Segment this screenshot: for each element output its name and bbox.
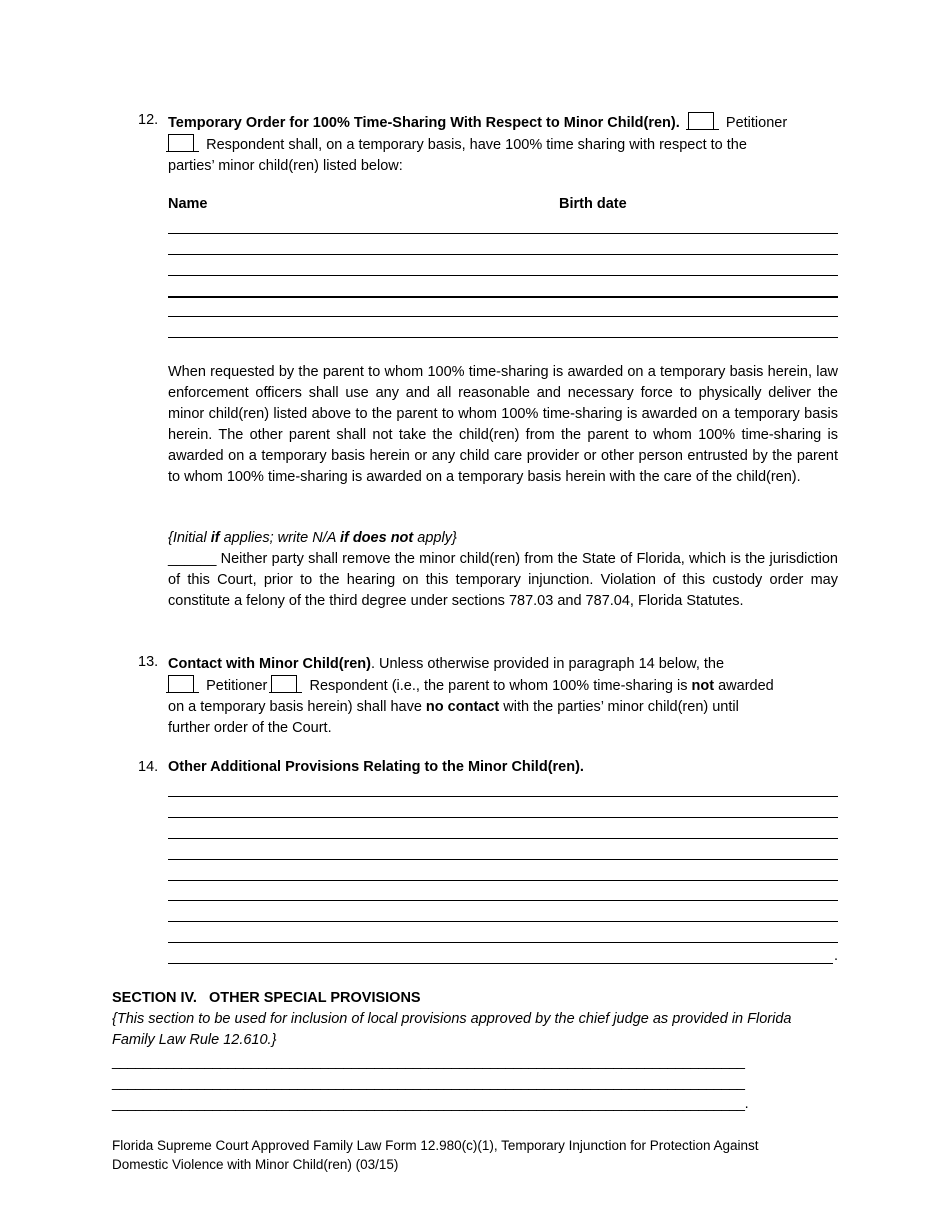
provision-line[interactable] xyxy=(168,859,838,860)
respondent-not: not xyxy=(691,678,715,694)
child-entry-line[interactable] xyxy=(168,254,838,255)
no-contact: no contact xyxy=(425,699,500,715)
item-13-body xyxy=(168,654,838,739)
child-entry-line[interactable] xyxy=(168,316,838,317)
special-provision-line[interactable]: __________________________________________________________________________________. xyxy=(112,1096,749,1112)
child-entry-line[interactable] xyxy=(168,337,838,338)
provision-line[interactable] xyxy=(168,796,838,797)
item-12-title: Temporary Order for 100% Time-Sharing With Respect to Minor Child(ren). xyxy=(168,115,680,131)
respondent-checkbox-13[interactable] xyxy=(271,675,297,692)
initial-instruction-text: {Initial xyxy=(168,530,211,546)
provision-end-period: . xyxy=(834,948,839,964)
section-iv-note: {This section to be used for inclusion of local provisions approved by the chief judge as provided in Florida Family Law Rule 12.610.} xyxy=(112,1011,792,1048)
petitioner-label-13: Petitioner xyxy=(206,678,268,694)
provision-line[interactable] xyxy=(168,817,838,818)
special-provision-line[interactable]: __________________________________________________________________________________ xyxy=(112,1054,745,1070)
respondent-text-13a: Respondent (i.e., the parent to whom 100% time-sharing is xyxy=(309,678,692,694)
item-14-title: Other Additional Provisions Relating to the Minor Child(ren). xyxy=(168,759,584,775)
item-13-line3b: with the parties’ minor child(ren) until xyxy=(499,699,739,715)
initial-instruction-if: if xyxy=(210,530,220,546)
removal-text: Neither party shall remove the minor child(ren) from the State of Florida, which is the jurisdiction of this Court, prior to the hearing on this temporary injunction. Violation of this custody order may constitute a felony of the third degree under sections 787.03 and 787.04, Florida Statutes. xyxy=(168,551,838,609)
respondent-checkbox-12[interactable] xyxy=(168,134,194,151)
column-header-birth-date: Birth date xyxy=(559,196,627,212)
initial-instruction-if-not: if does not xyxy=(339,530,414,546)
provision-line[interactable] xyxy=(168,942,838,943)
form-footer: Florida Supreme Court Approved Family Law Form 12.980(c)(1), Temporary Injunction for Protection Against Domestic Violence with Minor Child(ren) (03/15) xyxy=(112,1138,759,1172)
item-12-number: 12. xyxy=(138,112,159,128)
item-13-line4: further order of the Court. xyxy=(168,720,332,736)
item-13-line3a: on a temporary basis herein) shall have xyxy=(168,699,426,715)
provision-line[interactable] xyxy=(168,921,838,922)
special-provision-line[interactable]: __________________________________________________________________________________ xyxy=(112,1075,745,1091)
petitioner-label-12: Petitioner xyxy=(725,115,788,131)
petitioner-checkbox-13[interactable] xyxy=(168,675,194,692)
respondent-text-13b: awarded xyxy=(714,678,774,694)
enforcement-paragraph: When requested by the parent to whom 100% time-sharing is awarded on a temporary basis herein, law enforcement officers shall use any and all reasonable and necessary force to physically deliver the minor child(ren) listed above to the parent to whom 100% time-sharing is awarded on a temporary basis herein. The other parent shall not take the child(ren) from the parent to whom 100% time-sharing is awarded on a temporary basis herein or any child care provider or other person entrusted by the parent to whom 100% time-sharing is awarded on a temporary basis herein with the care of the child(ren). xyxy=(168,364,838,485)
item-13-number: 13. xyxy=(138,654,159,670)
provision-line[interactable] xyxy=(168,900,838,901)
child-entry-line[interactable] xyxy=(168,233,838,234)
provision-line[interactable] xyxy=(168,963,833,964)
petitioner-checkbox-12[interactable] xyxy=(688,112,714,129)
respondent-text-12: Respondent shall, on a temporary basis, have 100% time sharing with respect to the xyxy=(206,137,747,153)
column-header-name: Name xyxy=(168,196,208,212)
initial-instruction xyxy=(168,528,838,549)
provision-line[interactable] xyxy=(168,880,838,881)
section-iv-heading: SECTION IV. OTHER SPECIAL PROVISIONS xyxy=(112,990,421,1006)
item-12-line3: parties’ minor child(ren) listed below: xyxy=(168,158,403,174)
item-14-number: 14. xyxy=(138,759,159,775)
provision-line[interactable] xyxy=(168,838,838,839)
initial-instruction-text: apply} xyxy=(413,530,457,546)
initial-blank[interactable]: ______ xyxy=(168,551,217,567)
initial-instruction-text: applies; write N/A xyxy=(219,530,340,546)
removal-paragraph xyxy=(168,549,838,612)
child-entry-line[interactable] xyxy=(168,275,838,276)
item-13-intro: . Unless otherwise provided in paragraph 14 below, the xyxy=(370,656,725,672)
item-13-title: Contact with Minor Child(ren) xyxy=(168,656,371,672)
item-12-heading xyxy=(168,112,848,177)
child-entry-line[interactable] xyxy=(168,296,838,298)
